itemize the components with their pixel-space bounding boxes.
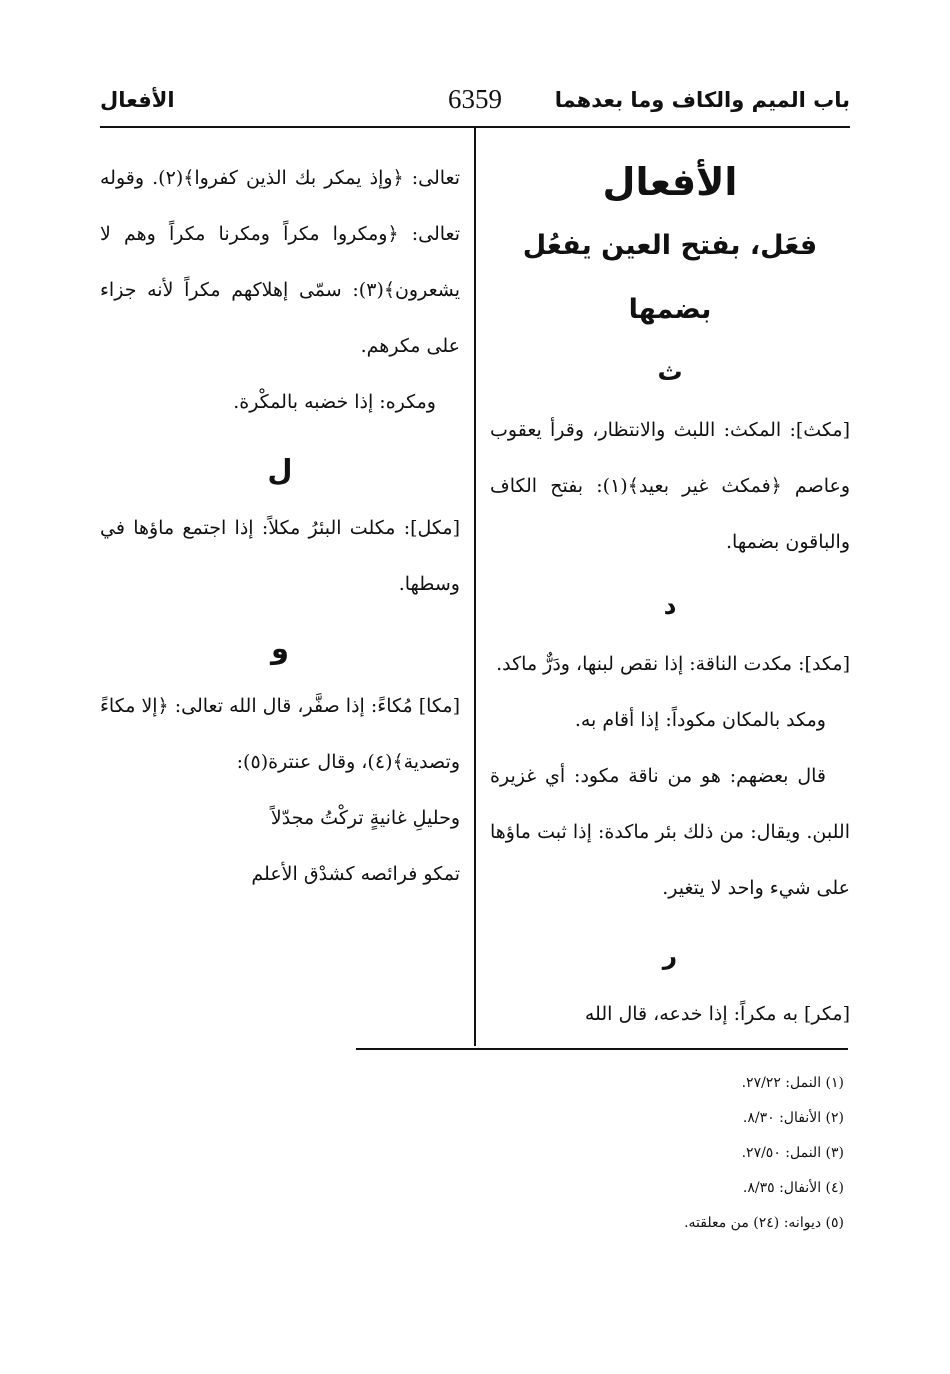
entry-makad-2: ومكد بالمكان مكوداً: إذا أقام به. bbox=[574, 709, 826, 731]
footnote-rule bbox=[356, 1048, 848, 1050]
entry-makad: [مكد]: مكدت الناقة: إذا نقص لبنها، ودَرٌّ ماكد. bbox=[496, 653, 850, 675]
entry-makarahu: ومكره: إذا خضبه بالمكْرة. bbox=[233, 391, 436, 413]
section-header: الأفعال bbox=[100, 88, 175, 112]
footnote: (٣) النمل: ٢٧/٥٠. bbox=[741, 1145, 844, 1161]
entry-makath: [مكث]: المكث: اللبث والانتظار، وقرأ يعقوب وعاصم ﴿فمكث غير بعيد﴾(١): بفتح الكاف والباقون بضمها. bbox=[490, 419, 851, 553]
left-column bbox=[100, 150, 460, 902]
letter-heading-waw: و bbox=[270, 631, 290, 665]
page-number: 6359 bbox=[448, 84, 502, 114]
poetry-verse-1: وحليلِ غانيةٍ تركْتُ مجدّلاً bbox=[270, 807, 460, 829]
footnote: (٢) الأنفال: ٨/٣٠. bbox=[742, 1110, 844, 1126]
column-divider bbox=[474, 128, 476, 1046]
poetry-verse-2: تمكو فرائصه كشدْق الأعلم bbox=[251, 863, 460, 885]
letter-heading-lam: ل bbox=[267, 453, 293, 487]
entry-makar-cont: تعالى: ﴿وإذ يمكر بك الذين كفروا﴾(٢). وقوله تعالى: ﴿ومكروا مكراً ومكرنا مكراً وهم لا يشعرون﴾(٣): سمّى إهلاكهم مكراً لأنه جزاء على مكرهم. bbox=[100, 167, 461, 357]
letter-heading-tha: ث bbox=[657, 357, 683, 386]
footnote: (١) النمل: ٢٧/٢٢. bbox=[741, 1075, 844, 1091]
page-header bbox=[100, 80, 850, 124]
footnotes bbox=[384, 1066, 844, 1241]
letter-heading-ra: ر bbox=[662, 941, 678, 970]
entry-makad-3: قال بعضهم: هو من ناقة مكود: أي غزيرة اللبن. ويقال: من ذلك بئر ماكدة: إذا ثبت ماؤها على شيء واحد لا يتغير. bbox=[490, 765, 850, 899]
section-subtitle: فعَل، بفتح العين يفعُل بضمها bbox=[522, 230, 818, 325]
chapter-title: باب الميم والكاف وما بعدهما bbox=[554, 88, 850, 112]
entry-maka: [مكا] مُكاءً: إذا صفَّر، قال الله تعالى: ﴿إلا مكاءً وتصدية﴾(٤)، وقال عنترة(٥): bbox=[100, 695, 460, 773]
footnote: (٤) الأنفال: ٨/٣٥. bbox=[742, 1180, 844, 1196]
entry-makar: [مكر] به مكراً: إذا خدعه، قال الله bbox=[584, 1003, 850, 1025]
right-column bbox=[490, 150, 850, 1042]
entry-makal: [مكل]: مكلت البئرُ مكلاً: إذا اجتمع ماؤها في وسطها. bbox=[100, 517, 460, 595]
footnote: (٥) ديوانه: (٢٤) من معلقته. bbox=[684, 1215, 844, 1231]
letter-heading-dal: د bbox=[663, 591, 677, 620]
section-title: الأفعال bbox=[602, 160, 738, 204]
